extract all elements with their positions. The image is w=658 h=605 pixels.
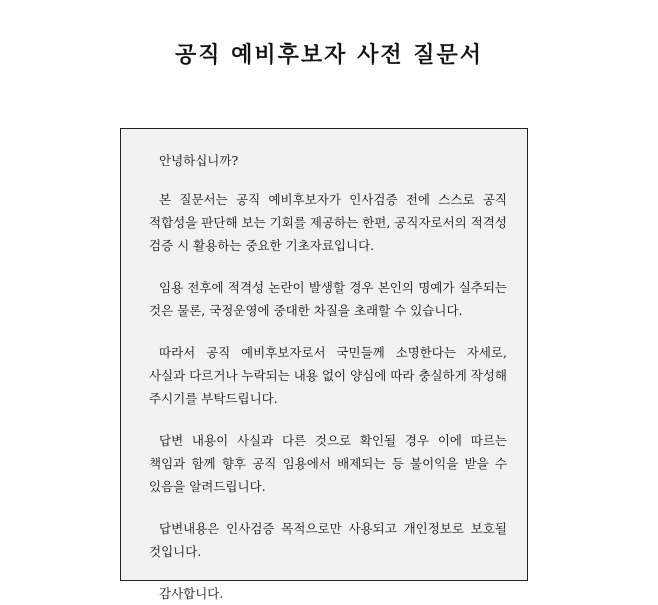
letter-paragraph-purpose: 본 질문서는 공직 예비후보자가 인사검증 전에 스스로 공직 적합성을 판단해 보는 기회를 제공하는 한편, 공직자로서의 적격성 검증 시 활용하는 중요한 기초자료입니다. <box>149 192 507 253</box>
letter-greeting: 안녕하십니까? <box>159 153 239 168</box>
letter-paragraph-warning: 답변 내용이 사실과 다른 것으로 확인될 경우 이에 따르는 책임과 함께 향후 공직 임용에서 배제되는 등 불이익을 받을 수 있음을 알려드립니다. <box>149 433 507 494</box>
letter-box <box>120 128 528 601</box>
page-title: 공직 예비후보자 사전 질문서 <box>174 43 483 68</box>
letter-paragraph-request: 따라서 공직 예비후보자로서 국민들께 소명한다는 자세로, 사실과 다르거나 누락되는 내용 없이 양심에 따라 충실하게 작성해 주시기를 부탁드립니다. <box>149 345 507 406</box>
letter-paragraph-privacy: 답변내용은 인사검증 목적으로만 사용되고 개인정보로 보호될 것입니다. <box>149 521 507 559</box>
letter-paragraph-controversy: 임용 전후에 적격성 논란이 발생할 경우 본인의 명예가 실추되는 것은 물론, 국정운영에 중대한 차질을 초래할 수 있습니다. <box>149 280 507 318</box>
letter-closing: 감사합니다. <box>159 586 224 601</box>
